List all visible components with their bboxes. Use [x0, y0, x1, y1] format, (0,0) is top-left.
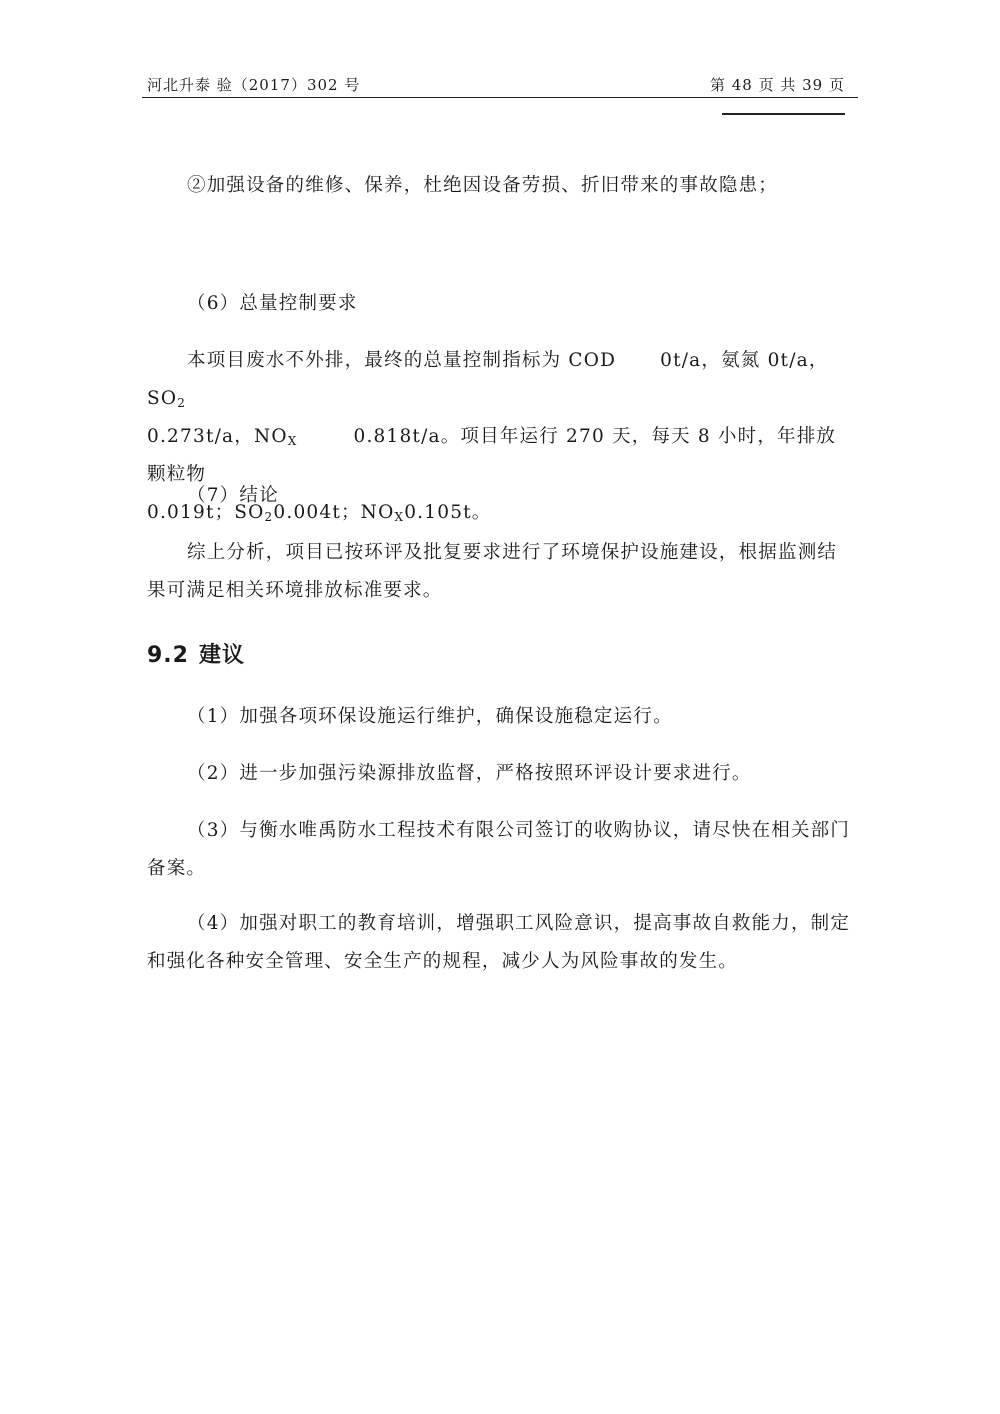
header-divider-short [722, 113, 845, 115]
section-title: 建议 [198, 643, 245, 668]
s6-line1a: 本项目废水不外排，最终的总量控制指标为 COD [187, 350, 617, 371]
suggestion-item: （4）加强对职工的教育培训，增强职工风险意识，提高事故自救能力，制定和强化各种安全管理、安全生产的规程，减少人为风险事故的发生。 [147, 913, 851, 972]
page-header-left: 河北升泰 验（2017）302 号 [147, 76, 361, 94]
s6-sub: X [287, 434, 298, 448]
section-number: 9.2 [147, 643, 189, 668]
s6-line2b: 0.818t/a。项目年运行 270 天，每天 8 小时，年排放颗粒物 [147, 426, 837, 485]
suggestion-item: （2）进一步加强污染源排放监督，严格按照环评设计要求进行。 [187, 763, 752, 784]
s6-line3b: 0.004t；NO [273, 502, 395, 523]
suggestion-item: （1）加强各项环保设施运行维护，确保设施稳定运行。 [187, 706, 673, 727]
s6-sub: 2 [177, 396, 187, 410]
maintenance-paragraph: ②加强设备的维修、保养，杜绝因设备劳损、折旧带来的事故隐患； [187, 175, 779, 196]
header-divider [142, 97, 858, 98]
section6-heading: （6）总量控制要求 [187, 293, 358, 314]
s6-line1b: 0t/a，氨氮 0t/a，SO [147, 350, 829, 409]
suggestion-item: （3）与衡水唯禹防水工程技术有限公司签订的收购协议，请尽快在相关部门备案。 [147, 820, 851, 879]
section7-body: 综上分析，项目已按环评及批复要求进行了环境保护设施建设，根据监测结果可满足相关环境排放标准要求。 [147, 542, 838, 601]
s6-sub: X [394, 510, 405, 524]
s6-line2a: 0.273t/a，NO [147, 426, 288, 447]
section-heading-9-2 [147, 638, 245, 669]
section7-heading: （7）结论 [187, 485, 279, 506]
page-header-right: 第 48 页 共 39 页 [709, 76, 845, 94]
s6-line3a: 0.019t；SO [147, 502, 265, 523]
s6-sub: 2 [264, 510, 274, 524]
s6-line3c: 0.105t。 [404, 502, 492, 523]
